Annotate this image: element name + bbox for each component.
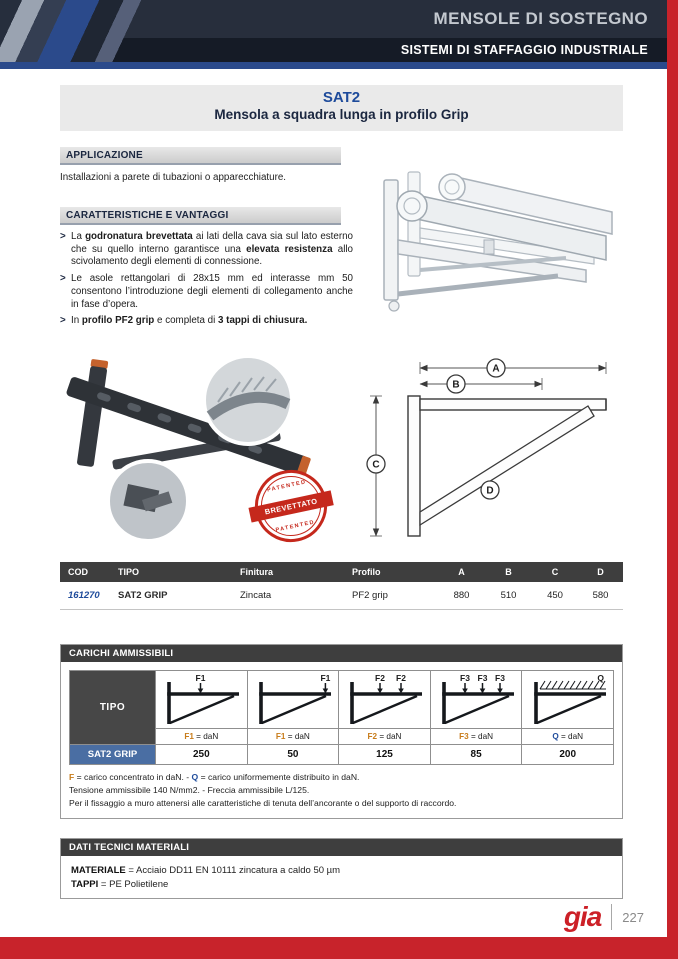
svg-text:A: A [492,363,500,375]
spec-cell: 450 [532,582,578,609]
text-segment: In [71,315,82,327]
load-legend-cell [248,729,340,745]
spec-column-header: COD [60,562,110,582]
text-segment: F [69,772,75,782]
spec-cell: SAT2 GRIP [110,582,232,609]
spec-table [60,562,623,610]
svg-text:D: D [486,485,494,497]
svg-text:C: C [372,459,380,471]
dati-tecnici-body [61,856,622,898]
pipes-illustration-svg [354,142,623,336]
product-name: Mensola a squadra lunga in profilo Grip [214,107,469,122]
stamp-top-text: PATENTED [266,479,308,494]
svg-text:F2: F2 [396,672,407,683]
stamp-bottom-text: PATENTED [275,519,316,534]
dati-value: = PE Polietilene [98,879,169,890]
tipo-header-cell: TIPO [70,671,156,745]
spec-header-row [60,562,623,582]
svg-text:F1: F1 [195,672,206,683]
header-diagonal-stripes [0,0,185,62]
load-legend-cell [522,729,614,745]
spec-column-header: Profilo [344,562,438,582]
load-diagram-svg [523,673,613,729]
load-value-cell: 125 [339,745,431,765]
product-photo-bracket [58,346,348,558]
spec-cell: Zincata [232,582,344,609]
load-diagram-cell [431,671,523,729]
svg-text:Q: Q [597,672,604,683]
dim-label-b [447,375,465,393]
bullet-text [71,315,307,328]
header-accent-bar [0,62,678,69]
dati-tecnici-heading: DATI TECNICI MATERIALI [61,839,622,856]
dim-label-d [481,481,499,499]
svg-text:F3: F3 [477,672,488,683]
load-symbol: Q [552,732,559,741]
load-symbol: F2 [367,732,378,741]
svg-text:F1: F1 [320,672,331,683]
carichi-notes [69,771,614,810]
dati-key: TAPPI [71,879,99,890]
load-diagram-svg [431,673,521,729]
note-line [69,784,614,797]
load-legend-cell [156,729,248,745]
svg-text:F3: F3 [495,672,506,683]
load-legend-cell [339,729,431,745]
text-segment: elevata resistenza [246,243,333,255]
text-segment: e completa di [154,315,219,327]
load-diagram-cell [522,671,614,729]
right-red-strip [667,0,678,937]
header-subtitle: SISTEMI DI STAFFAGGIO INDUSTRIALE [400,43,648,57]
dati-value: = Acciaio DD11 EN 10111 zincatura a caldo 50 µm [125,865,341,876]
dati-line [71,865,612,876]
carichi-grid [69,670,614,765]
load-legend-cell [431,729,523,745]
text-segment: ai lati della cava sia sul lato esterno che su quello interno garantisce una [71,231,353,255]
spec-cell: 880 [438,582,485,609]
bullet-item [60,273,353,311]
text-segment: godronatura brevettata [85,231,193,242]
load-unit: = daN [377,732,402,741]
text-segment: = carico uniformemente distribuito in daN. [198,772,360,782]
bullet-marker: > [60,231,66,242]
page-footer [564,903,644,931]
load-value-cell: 200 [522,745,614,765]
load-diagram-cell [339,671,431,729]
load-value-cell: 50 [248,745,340,765]
bullet-marker: > [60,315,66,327]
text-segment: = carico concentrato in daN. - [74,772,192,782]
page-header [0,0,678,62]
spec-column-header: B [485,562,532,582]
dati-line [71,879,612,890]
technical-drawing [356,344,623,556]
dati-tecnici-section [60,838,623,899]
svg-text:B: B [452,379,460,391]
bullet-item [60,315,353,328]
detail-inset-connector [108,461,188,541]
product-photo-installed [354,142,623,336]
spec-cell: 580 [578,582,623,609]
dim-label-a [487,359,505,377]
caratteristiche-heading: CARATTERISTICHE E VANTAGGI [60,207,341,225]
text-segment: 3 tappi di chiusura. [218,315,308,327]
load-diagram-svg [156,673,246,729]
load-unit: = daN [468,732,494,741]
load-unit: = daN [558,732,584,741]
load-diagram-cell [156,671,248,729]
bullet-item [60,231,353,269]
text-segment: La [71,231,86,242]
load-diagram-svg [339,673,429,729]
text-segment: Le asole rettangolari di 28x15 mm ed interasse mm 50 consentono l’introduzione degli elementi di collegamento anche in fase d’opera. [71,273,353,310]
spec-column-header: TIPO [110,562,232,582]
spec-column-header: A [438,562,485,582]
spec-cell: 510 [485,582,532,609]
bullet-text [71,231,353,269]
bullet-text [71,273,353,311]
text-segment: Q [191,772,199,782]
svg-text:F3: F3 [460,672,471,683]
carichi-section [60,644,623,819]
dati-key: MATERIALE [71,865,126,876]
text-segment: Tensione ammissibile 140 N/mm2. - Freccia ammissibile L/125. [69,784,310,795]
product-title-box [60,85,623,131]
load-unit: = daN [193,732,219,741]
carichi-heading: CARICHI AMMISSIBILI [61,645,622,662]
load-diagram-cell [248,671,340,729]
load-symbol: F3 [459,732,469,741]
applicazione-heading: APPLICAZIONE [60,147,341,165]
row-label-cell: SAT2 GRIP [70,745,156,765]
product-code: SAT2 [322,89,361,106]
footer-divider [611,904,612,930]
caratteristiche-list [60,231,353,332]
note-line [69,771,614,784]
header-title: MENSOLE DI SOSTEGNO [433,9,648,28]
bottom-red-band [0,937,678,959]
load-unit: = daN [285,732,310,741]
spec-column-header: Finitura [232,562,344,582]
gia-logo: gia [563,901,602,932]
note-line [69,797,614,810]
spec-data-row [60,582,623,609]
spec-column-header: C [532,562,578,582]
spec-cell: PF2 grip [344,582,438,609]
applicazione-text: Installazioni a parete di tubazioni o apparecchiature. [60,172,287,183]
load-symbol: F1 [275,732,286,741]
text-segment: allo scivolamento degli elementi di connessione. [71,243,353,268]
page-number: 227 [622,909,644,925]
spec-cell: 161270 [60,582,110,609]
stamp-banner-text: BREVETTATO [248,490,333,522]
load-value-cell: 250 [156,745,248,765]
load-diagram-svg [248,673,338,729]
detail-inset-knurling [204,356,292,444]
bullet-marker: > [60,273,66,285]
text-segment: Per il fissaggio a muro attenersi alle caratteristiche di tenuta dell’ancorante o del supporto di raccordo. [69,797,457,808]
svg-text:F2: F2 [375,672,386,683]
load-value-cell: 85 [431,745,523,765]
load-symbol: F1 [184,732,194,741]
dim-label-c [367,455,385,473]
technical-drawing-svg [356,344,623,556]
spec-column-header: D [578,562,623,582]
text-segment: profilo PF2 grip [81,315,155,327]
